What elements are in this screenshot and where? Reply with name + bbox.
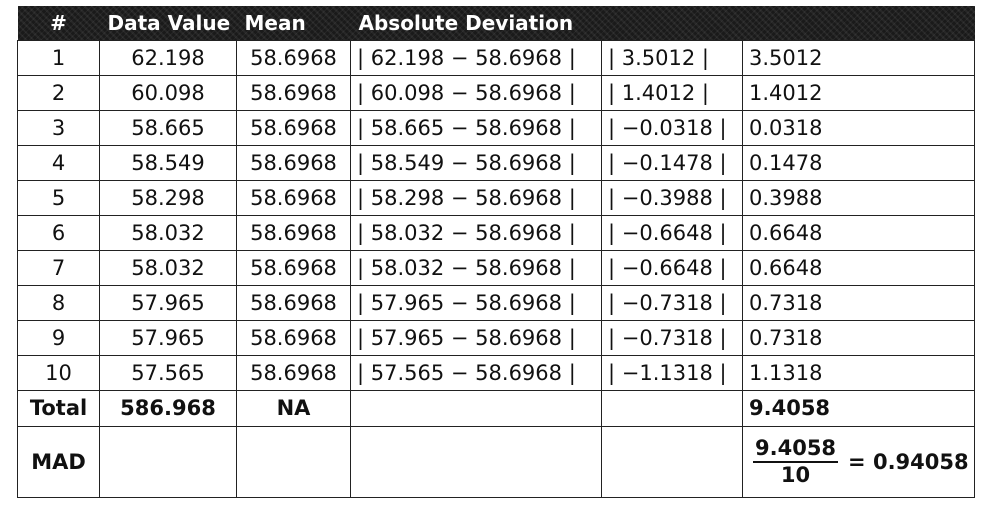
table-row [18, 110, 975, 145]
mad-result: = 0.94058 [848, 449, 969, 474]
table-row [18, 40, 975, 75]
header-mean: Mean [244, 10, 306, 35]
absolute-deviation-cell: 0.6648 [743, 250, 975, 285]
data-value-cell: 57.965 [100, 320, 237, 355]
data-value-cell: 58.298 [100, 180, 237, 215]
header-row [18, 6, 975, 40]
mad-empty-cell [237, 426, 351, 497]
header-num: # [50, 10, 67, 35]
deviation-expression-cell: | 57.965 − 58.6968 | [351, 320, 602, 355]
absolute-deviation-cell: 0.0318 [743, 110, 975, 145]
table-row [18, 180, 975, 215]
row-num: 8 [18, 285, 100, 320]
data-value-cell: 58.032 [100, 250, 237, 285]
absolute-deviation-cell: 0.7318 [743, 320, 975, 355]
total-row [18, 390, 975, 426]
mean-cell: 58.6968 [237, 285, 351, 320]
data-value-cell: 62.198 [100, 40, 237, 75]
table-row [18, 75, 975, 110]
absolute-deviation-cell: 0.7318 [743, 285, 975, 320]
row-num: 4 [18, 145, 100, 180]
deviation-expression-cell: | 58.665 − 58.6968 | [351, 110, 602, 145]
row-num: 3 [18, 110, 100, 145]
mean-cell: 58.6968 [237, 145, 351, 180]
mean-cell: 58.6968 [237, 40, 351, 75]
mad-denominator: 10 [780, 462, 811, 487]
deviation-expression-cell: | 62.198 − 58.6968 | [351, 40, 602, 75]
row-num: 6 [18, 215, 100, 250]
row-num: 1 [18, 40, 100, 75]
mean-cell: 58.6968 [237, 110, 351, 145]
row-num: 2 [18, 75, 100, 110]
mad-formula [749, 437, 968, 485]
absolute-deviation-cell: 3.5012 [743, 40, 975, 75]
header-absolute-deviation: Absolute Deviation [358, 10, 574, 35]
total-empty-cell [351, 390, 602, 426]
deviation-inner-cell: | −0.7318 | [602, 285, 743, 320]
deviation-expression-cell: | 60.098 − 58.6968 | [351, 75, 602, 110]
row-num: 9 [18, 320, 100, 355]
mad-empty-cell [100, 426, 237, 497]
absolute-deviation-cell: 0.6648 [743, 215, 975, 250]
header-data-value: Data Value [107, 10, 231, 35]
deviation-inner-cell: | −0.6648 | [602, 250, 743, 285]
deviation-inner-cell: | 3.5012 | [602, 40, 743, 75]
deviation-inner-cell: | 1.4012 | [602, 75, 743, 110]
mean-cell: 58.6968 [237, 355, 351, 390]
mad-row [18, 426, 975, 497]
table-row [18, 355, 975, 390]
deviation-expression-cell: | 58.549 − 58.6968 | [351, 145, 602, 180]
absolute-deviation-cell: 1.4012 [743, 75, 975, 110]
data-value-cell: 58.549 [100, 145, 237, 180]
absolute-deviation-cell: 1.1318 [743, 355, 975, 390]
deviation-expression-cell: | 57.965 − 58.6968 | [351, 285, 602, 320]
total-label: Total [18, 390, 100, 426]
data-value-cell: 60.098 [100, 75, 237, 110]
absolute-deviation-cell: 0.1478 [743, 145, 975, 180]
mean-cell: 58.6968 [237, 320, 351, 355]
total-mean: NA [237, 390, 351, 426]
mad-worksheet [17, 6, 974, 506]
table-row [18, 250, 975, 285]
mean-cell: 58.6968 [237, 215, 351, 250]
data-value-cell: 58.665 [100, 110, 237, 145]
deviation-expression-cell: | 57.565 − 58.6968 | [351, 355, 602, 390]
mad-label: MAD [18, 426, 100, 497]
deviation-inner-cell: | −0.0318 | [602, 110, 743, 145]
mad-empty-cell [351, 426, 602, 497]
mad-table [17, 6, 975, 498]
deviation-inner-cell: | −1.1318 | [602, 355, 743, 390]
deviation-inner-cell: | −0.1478 | [602, 145, 743, 180]
total-empty-cell [602, 390, 743, 426]
deviation-expression-cell: | 58.032 − 58.6968 | [351, 215, 602, 250]
deviation-inner-cell: | −0.6648 | [602, 215, 743, 250]
total-data-value: 586.968 [100, 390, 237, 426]
mean-cell: 58.6968 [237, 75, 351, 110]
deviation-inner-cell: | −0.7318 | [602, 320, 743, 355]
row-num: 5 [18, 180, 100, 215]
deviation-expression-cell: | 58.032 − 58.6968 | [351, 250, 602, 285]
row-num: 10 [18, 355, 100, 390]
data-value-cell: 58.032 [100, 215, 237, 250]
table-row [18, 215, 975, 250]
data-value-cell: 57.565 [100, 355, 237, 390]
deviation-inner-cell: | −0.3988 | [602, 180, 743, 215]
row-num: 7 [18, 250, 100, 285]
total-absolute-deviation: 9.4058 [743, 390, 975, 426]
table-row [18, 285, 975, 320]
mad-empty-cell [602, 426, 743, 497]
mad-numerator: 9.4058 [753, 437, 838, 462]
mean-cell: 58.6968 [237, 180, 351, 215]
mad-result-cell [743, 426, 975, 497]
data-value-cell: 57.965 [100, 285, 237, 320]
mean-cell: 58.6968 [237, 250, 351, 285]
absolute-deviation-cell: 0.3988 [743, 180, 975, 215]
table-row [18, 145, 975, 180]
deviation-expression-cell: | 58.298 − 58.6968 | [351, 180, 602, 215]
table-row [18, 320, 975, 355]
mad-fraction [753, 437, 838, 485]
